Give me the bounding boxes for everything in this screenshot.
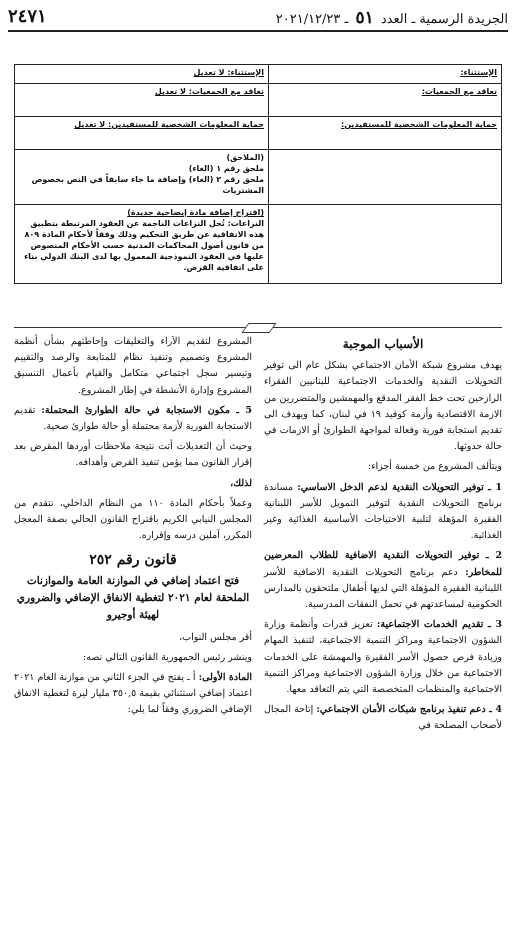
annex-line-2: ملحق رقم ٢ (الغاء) وإضافة ما جاء سابقاً في النص بخصوص المشتريات <box>31 175 264 195</box>
right-column <box>264 334 502 739</box>
item-4-title: 4 ـ دعم تنفيذ برنامج شبكات الأمان الاجتماعي: <box>316 704 502 716</box>
contracting-value-cell: تعاقد مع الجمعيات: لا تعديل <box>15 84 269 117</box>
divider-ornament <box>241 323 276 333</box>
reasons-intro: يهدف مشروع شبكة الأمان الاجتماعي بشكل عام الى توفير التحويلات النقدية والخدمات الاجتماعية للبنانيين الفقراء الرازحين تحت خط الفقر المدقع والمهمشين والمتضررين من الازمة الاقتصادية وأزمة كوفيد ١٩ في لبنان، كما ويهدف الى تقديم استجابة فورية وفعالة لمواجهة الطوارئ أو الازمات في حالة حدوثها. <box>264 360 502 453</box>
item-3-title: 3 ـ تقديم الخدمات الاجتماعية: <box>376 619 502 631</box>
item-2-text: دعم برنامج التحويلات النقدية الاضافية للأسر اللبنانية الفقيرة المؤهلة التي لديها أطفال ملتحقون بالمدارس الحكومية لمساعدتهم في تحمل النفقات المدرسية. <box>264 566 502 611</box>
privacy-value-cell: حماية المعلومات الشخصية للمستفيدين: لا تعديل <box>15 117 269 150</box>
issue-date: ـ ٢٠٢١/١٢/٢٣ <box>275 12 349 27</box>
issue-number: ٥١ <box>355 8 374 28</box>
law-subtitle: فتح اعتماد إضافي في الموازنة العامة والموازنات الملحقة لعام ٢٠٢١ لتغطية الانفاق الإضافي والضروري لهيئة أوجيرو <box>16 574 250 621</box>
item-5 <box>14 403 252 435</box>
exception-value-cell: الإستثناء: لا تعديل <box>15 65 269 84</box>
exception-label-cell: الإستثناء: <box>269 65 502 84</box>
item-1-title: 1 ـ توفير التحويلات النقدية لدعم الدخل الاساسي: <box>297 481 502 493</box>
item-2-title: 2 ـ توفير التحويلات النقدية الاضافية للطلاب المعرضين للمخاطر: <box>264 550 502 578</box>
annexes-cell <box>15 150 269 205</box>
privacy-label-cell: حماية المعلومات الشخصية للمستفيدين: <box>269 117 502 150</box>
proposal-text: النزاعات: تُحل النزاعات الناجمة عن العقود المرتبطة بتطبيق هذه الاتفاقية عن طريق التحكيم وذلك وفقاً لأحكام المادة ٨٠٩ من قانون أصول المحاكمات المدنية حسب الأحكام المنصوص عليها في العقود النموذجية المعمول بها لدى البنك الدولي بناء على اتفاقية القرض. <box>24 219 264 272</box>
law-title: قانون رقم ٢٥٢ <box>89 552 177 569</box>
section-divider <box>14 322 502 332</box>
therefore-label: لذلك، <box>230 477 252 489</box>
item-4-text: إتاحة المجال لأصحاب المصلحة في <box>264 704 502 732</box>
proposal-title: (اقتراح إضافة مادة إيضاحية جديدة) <box>127 208 264 217</box>
item-1-text: مساندة برنامج التحويلات النقدية لتوفير التمويل للأسر اللبنانية الفقيرة المؤهلة لتلبية الاحتياجات الأساسية الغذائية وغير الغذائية. <box>264 481 502 542</box>
proposal-cell <box>15 205 269 284</box>
reasons-heading: الأسباب الموجبة <box>342 337 424 351</box>
left-column <box>14 334 252 723</box>
article-1-text: أ ـ يفتح في الجزء الثاني من موازنة العام ٢٠٢١ اعتماد إضافي استثنائي بقيمة ٣٥٠,٥ مليار ليرة لتغطية الانفاق الإضافي الضروري وفقاً لما يلي: <box>14 672 252 716</box>
article-1-label: المادة الأولى: <box>198 672 252 684</box>
annex-line-1: ملحق رقم ١ (الغاء) <box>188 164 264 173</box>
amendments-table <box>14 64 502 284</box>
continuation-text: المشروع لتقديم الآراء والتعليقات وإحاطتهم بشأن أنظمة المشروع وتصميم وتنفيذ نظام للمتابعة والرصد والتقييم وتيسير سجل اجتماعي متكامل والقيام بأعمال التنسيق المشروع وإدارة الأنشطة في إطار المشروع. <box>14 336 252 396</box>
item-5-title: 5 ـ مكون الاستجابة في حالة الطوارئ المحتملة: <box>41 404 252 416</box>
amendments-note: وحيث أن التعديلات أتت نتيجة ملاحظات أوردها المقرض بعد إقرار القانون مما يؤمن تنفيذ القرض وأهدافه. <box>14 441 252 469</box>
enactment-line-2: وينشر رئيس الجمهورية القانون التالي نصه: <box>83 651 252 663</box>
item-4 <box>264 702 502 734</box>
item-5-text: تقديم الاستجابة الفورية لأزمة محتملة أو حالة طوارئ صحية. <box>14 404 252 433</box>
item-3 <box>264 617 502 698</box>
page-header <box>8 6 508 32</box>
annexes-title: (الملاحق) <box>226 153 264 162</box>
article-1 <box>14 670 252 719</box>
item-1 <box>264 480 502 545</box>
item-3-text: تعزيز قدرات وأنظمة وزارة الشؤون الاجتماعية ومراكز التنمية الاجتماعية، لتنفيذ المهام وزيادة فرص حصول الأسر الفقيرة والمهمشة على الخدمات الاجتماعية من خلال وزارة الشؤون الاجتماعية ومراكز التنمية الاجتماعية والمنظمات المتخصصة التي يتم التعاقد معها. <box>264 619 502 696</box>
parts-intro: ويتألف المشروع من خمسة أجزاء: <box>367 461 502 473</box>
contracting-label-cell: تعاقد مع الجمعيات: <box>269 84 502 117</box>
gazette-issue-line <box>276 8 508 28</box>
empty-cell <box>269 205 502 284</box>
enactment-line-1: أقر مجلس النواب، <box>179 631 252 643</box>
page-number: ٢٤٧١ <box>8 6 47 27</box>
gazette-name: الجريدة الرسمية ـ العدد <box>380 12 508 27</box>
empty-cell <box>269 150 502 205</box>
item-2 <box>264 548 502 613</box>
closing-paragraph: وعملاً بأحكام المادة ١١٠ من النظام الداخلي، نتقدم من المجلس النيابي الكريم باقتراح القانون الحالي بصفة المعجل المكرر، آملين درسه وإقراره. <box>14 497 252 542</box>
